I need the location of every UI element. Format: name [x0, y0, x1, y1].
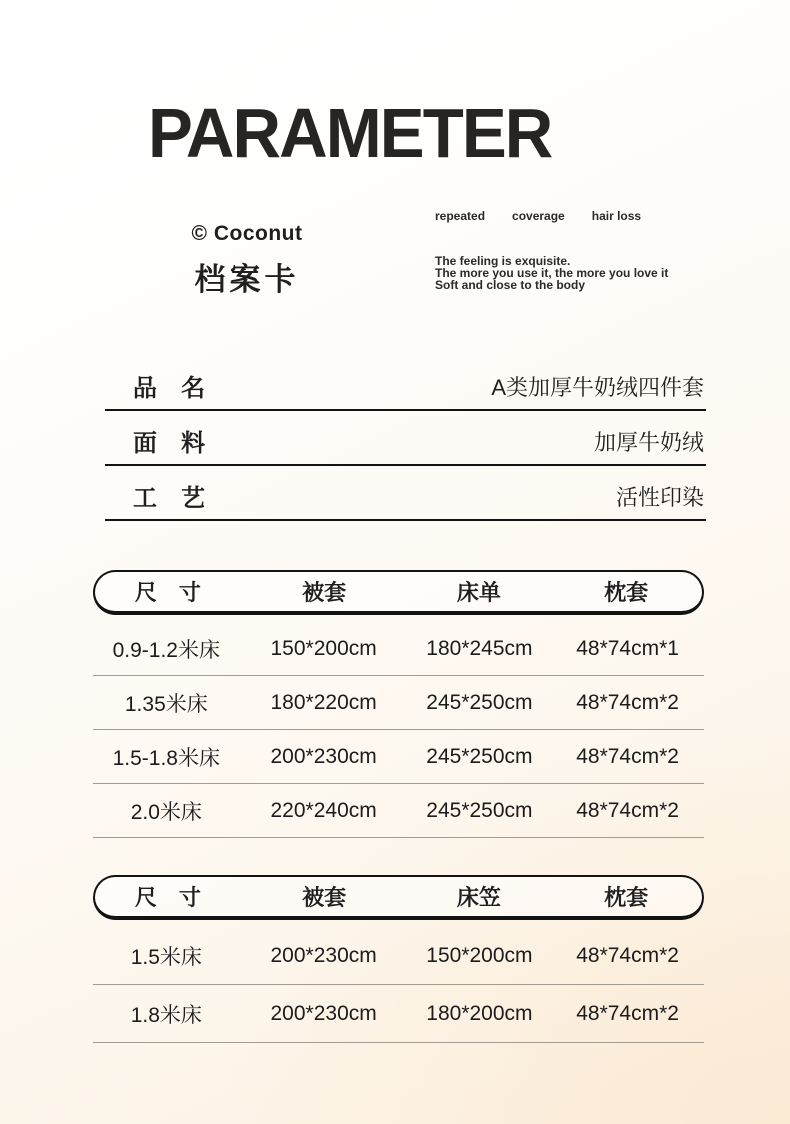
brand-subtitle: 档案卡 — [194, 262, 300, 297]
table-row — [93, 784, 704, 838]
column-header-fitted-sheet: 床笠 — [456, 885, 501, 910]
spec-value: A类加厚牛奶绒四件套 — [491, 375, 704, 400]
spec-label: 面 料 — [133, 430, 205, 457]
cell-pillowcase: 48*74cm*2 — [576, 1001, 679, 1025]
cell-pillowcase: 48*74cm*1 — [576, 636, 679, 660]
cell-bed-size: 1.35米床 — [124, 692, 208, 716]
cell-duvet-cover: 180*220cm — [270, 690, 377, 714]
cell-pillowcase: 48*74cm*2 — [576, 943, 679, 967]
column-header-duvet-cover: 被套 — [302, 580, 347, 605]
size-table-header — [93, 875, 704, 920]
cell-flat-sheet: 245*250cm — [426, 798, 533, 822]
spec-row-product-name — [105, 372, 706, 411]
column-header-duvet-cover: 被套 — [302, 885, 347, 910]
tagline-line: The more you use it, the more you love it — [435, 266, 669, 280]
column-header-size: 尺 寸 — [134, 580, 201, 605]
cell-flat-sheet: 245*250cm — [426, 690, 533, 714]
table-row — [93, 730, 704, 784]
feature-keyword: coverage — [512, 209, 565, 223]
table-row — [93, 676, 704, 730]
table-row — [93, 985, 704, 1043]
size-table-fitted-sheet — [93, 875, 704, 1043]
cell-fitted-sheet: 150*200cm — [426, 943, 533, 967]
cell-pillowcase: 48*74cm*2 — [576, 798, 679, 822]
table-row — [93, 622, 704, 676]
cell-duvet-cover: 150*200cm — [270, 636, 377, 660]
table-row — [93, 927, 704, 985]
cell-bed-size: 0.9-1.2米床 — [112, 638, 220, 662]
column-header-size: 尺 寸 — [134, 885, 201, 910]
page-title: PARAMETER — [148, 94, 552, 172]
tagline-line: Soft and close to the body — [435, 278, 586, 292]
size-table-header — [93, 570, 704, 615]
feature-keyword: hair loss — [591, 209, 642, 223]
feature-keywords — [435, 209, 665, 223]
spec-label: 工 艺 — [133, 485, 205, 512]
brand-name: © Coconut — [191, 222, 303, 245]
feature-keyword: repeated — [435, 209, 486, 223]
cell-bed-size: 2.0米床 — [130, 800, 202, 824]
cell-pillowcase: 48*74cm*2 — [576, 744, 679, 768]
spec-row-craft — [105, 482, 706, 521]
cell-fitted-sheet: 180*200cm — [426, 1001, 533, 1025]
cell-flat-sheet: 180*245cm — [426, 636, 533, 660]
spec-row-fabric — [105, 427, 706, 466]
column-header-pillowcase: 枕套 — [604, 885, 649, 910]
tagline-line: The feeling is exquisite. — [435, 254, 571, 268]
column-header-flat-sheet: 床单 — [456, 580, 501, 605]
spec-value: 活性印染 — [615, 485, 704, 510]
spec-value: 加厚牛奶绒 — [593, 430, 704, 455]
size-table-body — [93, 615, 704, 838]
cell-duvet-cover: 200*230cm — [270, 1001, 377, 1025]
cell-duvet-cover: 200*230cm — [270, 744, 377, 768]
spec-list — [105, 372, 706, 537]
cell-flat-sheet: 245*250cm — [426, 744, 533, 768]
tagline — [435, 254, 669, 292]
cell-duvet-cover: 220*240cm — [270, 798, 377, 822]
column-header-pillowcase: 枕套 — [604, 580, 649, 605]
cell-duvet-cover: 200*230cm — [270, 943, 377, 967]
size-table-four-piece — [93, 570, 704, 838]
cell-pillowcase: 48*74cm*2 — [576, 690, 679, 714]
cell-bed-size: 1.5米床 — [130, 945, 202, 969]
brand-block — [172, 222, 322, 299]
spec-label: 品 名 — [133, 375, 205, 402]
cell-bed-size: 1.8米床 — [130, 1003, 202, 1027]
intro-block — [435, 209, 669, 292]
size-table-body — [93, 920, 704, 1043]
cell-bed-size: 1.5-1.8米床 — [112, 746, 220, 770]
